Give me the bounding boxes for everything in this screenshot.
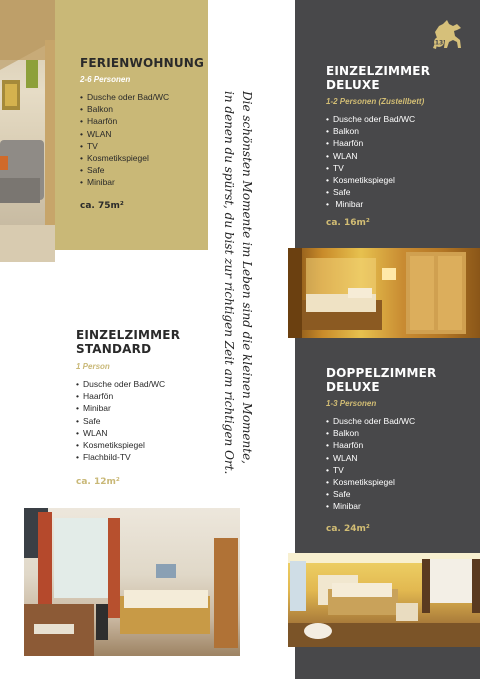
feature-item: • TV bbox=[326, 162, 415, 174]
feature-item: • Safe bbox=[80, 164, 169, 176]
einzel-deluxe-persons: 1-2 Personen (Zustellbett) bbox=[326, 97, 425, 106]
feature-item: • Minibar bbox=[80, 176, 169, 188]
feature-item: • WLAN bbox=[76, 427, 165, 439]
doppel-deluxe-persons: 1-3 Personen bbox=[326, 399, 377, 408]
feature-item: • Flachbild-TV bbox=[76, 451, 165, 463]
feature-item: • Dusche oder Bad/WC bbox=[76, 378, 165, 390]
svg-text:13: 13 bbox=[434, 39, 444, 47]
feature-item: • Kosmetikspiegel bbox=[326, 174, 415, 186]
feature-item: • Dusche oder Bad/WC bbox=[326, 415, 415, 427]
feature-item: • Dusche oder Bad/WC bbox=[80, 91, 169, 103]
quote-line-1: Die schönsten Momente im Leben sind die kleinen Momente, bbox=[240, 91, 254, 464]
feature-item: • Kosmetikspiegel bbox=[76, 439, 165, 451]
feature-item: • WLAN bbox=[326, 150, 415, 162]
feature-item: • Haarfön bbox=[76, 390, 165, 402]
doppel-deluxe-area: ca. 24m² bbox=[326, 524, 370, 534]
feature-item: • Haarfön bbox=[326, 439, 415, 451]
einzel-standard-title-line2: STANDARD bbox=[76, 342, 152, 356]
feature-item: • Balkon bbox=[326, 125, 415, 137]
einzel-standard-area: ca. 12m² bbox=[76, 477, 120, 487]
feature-item: • WLAN bbox=[326, 452, 415, 464]
feature-item: • WLAN bbox=[80, 128, 169, 140]
einzel-standard-title-line1: EINZELZIMMER bbox=[76, 328, 181, 342]
einzel-standard-features bbox=[76, 378, 165, 463]
feature-item: • Safe bbox=[76, 415, 165, 427]
doppel-deluxe-title-line1: DOPPELZIMMER bbox=[326, 366, 437, 380]
ferienwohnung-features bbox=[80, 91, 169, 189]
feature-item: • Balkon bbox=[326, 427, 415, 439]
feature-item: • Safe bbox=[326, 488, 415, 500]
feature-item: • Haarfön bbox=[80, 115, 169, 127]
feature-item: • Balkon bbox=[80, 103, 169, 115]
einzel-standard-persons: 1 Person bbox=[76, 362, 110, 371]
feature-item: • Kosmetikspiegel bbox=[326, 476, 415, 488]
feature-item: • TV bbox=[80, 140, 169, 152]
doppel-deluxe-features bbox=[326, 415, 415, 513]
feature-item: • TV bbox=[326, 464, 415, 476]
doppel-deluxe-title bbox=[326, 366, 436, 394]
einzel-standard-photo bbox=[24, 508, 240, 656]
feature-item: • Safe bbox=[326, 186, 415, 198]
einzel-standard-title bbox=[76, 328, 180, 356]
einzel-deluxe-title bbox=[326, 64, 430, 92]
doppel-deluxe-title-line2: DELUXE bbox=[326, 380, 380, 394]
feature-item: • Minibar bbox=[326, 500, 415, 512]
ferienwohnung-persons: 2-6 Personen bbox=[80, 75, 131, 84]
ferienwohnung-photo bbox=[0, 0, 55, 262]
quote-line-2: in denen du spürst, du bist zur richtigen Zeit am richtigen Ort. bbox=[222, 91, 236, 475]
feature-item: • Dusche oder Bad/WC bbox=[326, 113, 415, 125]
feature-item: • Minibar bbox=[326, 198, 415, 210]
feature-item: • Haarfön bbox=[326, 137, 415, 149]
feature-item: • Kosmetikspiegel bbox=[80, 152, 169, 164]
einzel-deluxe-title-line1: EINZELZIMMER bbox=[326, 64, 431, 78]
ferienwohnung-area: ca. 75m² bbox=[80, 201, 124, 211]
feature-item: • Minibar bbox=[76, 402, 165, 414]
vertical-quote bbox=[220, 91, 256, 475]
einzel-deluxe-area: ca. 16m² bbox=[326, 218, 370, 228]
horse-logo-icon bbox=[427, 18, 465, 54]
doppel-deluxe-photo bbox=[288, 553, 480, 647]
einzel-deluxe-title-line2: DELUXE bbox=[326, 78, 380, 92]
einzel-deluxe-features bbox=[326, 113, 415, 211]
einzel-deluxe-photo bbox=[288, 248, 480, 338]
ferienwohnung-title: FERIENWOHNUNG bbox=[80, 56, 205, 70]
